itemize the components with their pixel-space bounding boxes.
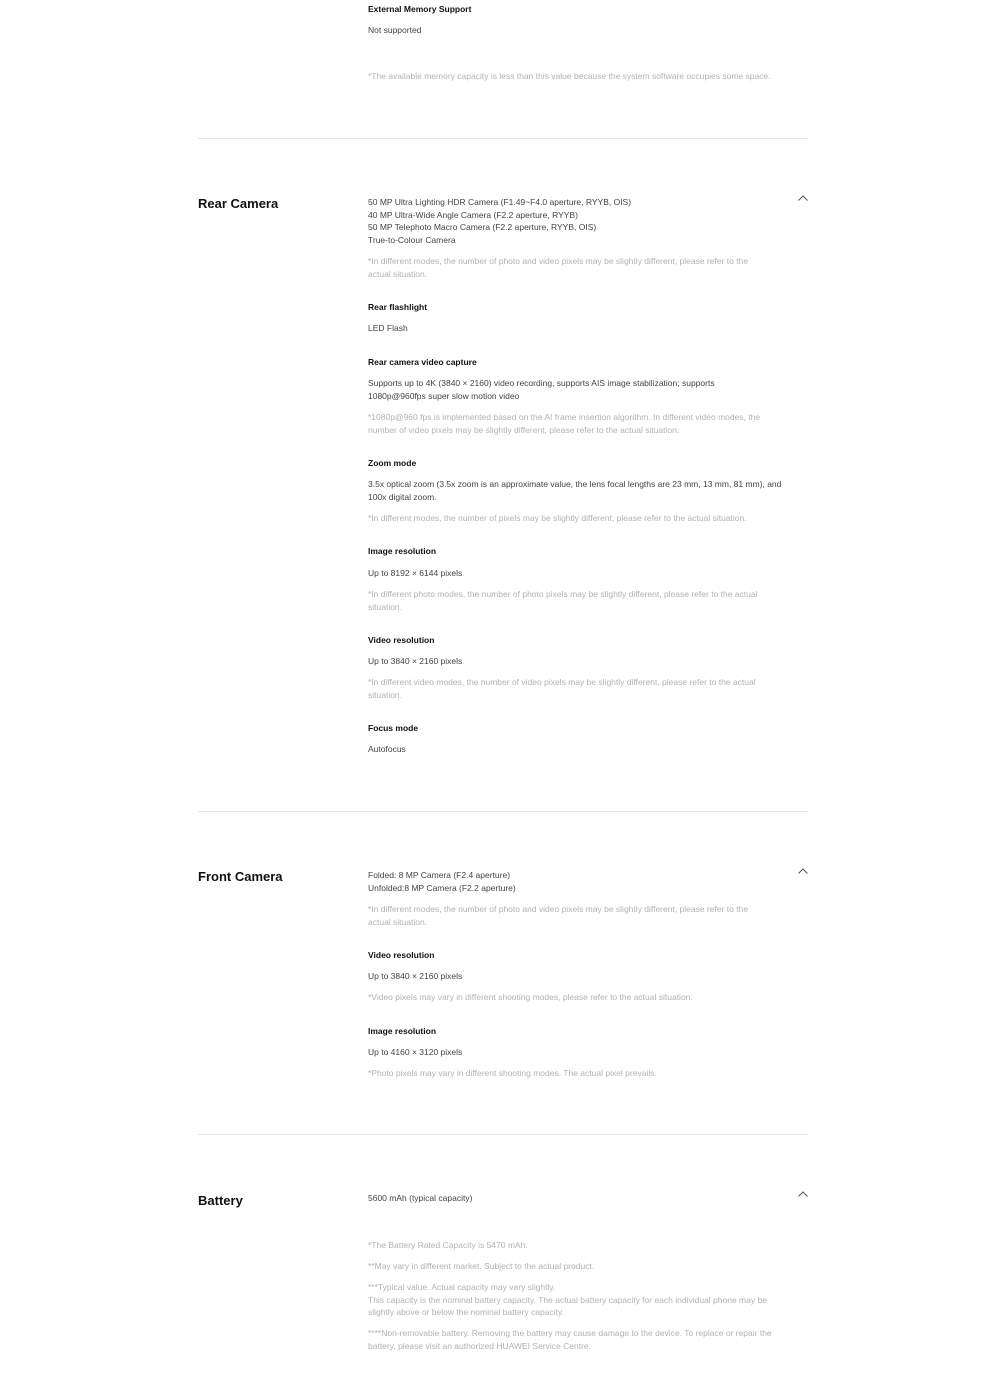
battery-note: **May vary in different market. Subject to the actual product. [368, 1261, 595, 1271]
rear-flashlight-value: LED Flash [368, 323, 408, 333]
focus-mode-value: Autofocus [368, 744, 406, 754]
rear-camera-spec: True-to-Colour Camera [368, 235, 456, 246]
front-video-resolution-note: *Video pixels may vary in different shooting modes, please refer to the actual situation. [368, 992, 693, 1002]
zoom-mode-value [368, 478, 788, 503]
value-line: Supports up to 4K (3840 × 2160) video recording, supports AIS image stabilization; supports [368, 378, 715, 388]
note-line: ***Typical value. Actual capacity may vary slightly. [368, 1282, 556, 1292]
note-line: *In different video modes, the number of video pixels may be slightly different, please refer to the actual [368, 677, 756, 687]
rear-camera-spec: 50 MP Ultra Lighting HDR Camera (F1.49~F4.0 aperture, RYYB, OIS) [368, 197, 632, 207]
rear-video-resolution-label: Video resolution [368, 635, 435, 645]
front-image-resolution-value: Up to 4160 × 3120 pixels [368, 1047, 463, 1057]
front-camera-spec: Folded: 8 MP Camera (F2.4 aperture) [368, 870, 511, 880]
battery-note [368, 1327, 788, 1352]
note-line: actual situation. [368, 916, 428, 927]
section-divider [198, 138, 808, 139]
chevron-up-icon[interactable] [797, 194, 809, 202]
rear-image-resolution-value: Up to 8192 × 6144 pixels [368, 568, 463, 578]
external-memory-value: Not supported [368, 25, 422, 35]
note-line: number of video pixels may be slightly different, please refer to the actual situation. [368, 424, 680, 435]
note-line: *In different photo modes, the number of photo pixels may be slightly different, please refer to the actual [368, 589, 758, 599]
zoom-mode-note: *In different modes, the number of pixels may be slightly different, please refer to the actual situation. [368, 513, 747, 523]
section-title-battery: Battery [198, 1193, 243, 1208]
front-video-resolution-value: Up to 3840 × 2160 pixels [368, 971, 463, 981]
note-line: battery, please visit an authorized HUAWEI Service Centre. [368, 1340, 591, 1351]
value-line: 100x digital zoom. [368, 491, 437, 502]
note-line: This capacity is the nominal battery capacity. The actual battery capacity for each individual phone may be [368, 1294, 767, 1305]
value-line: 1080p@960fps super slow motion video [368, 390, 520, 401]
rear-image-resolution-label: Image resolution [368, 546, 437, 556]
rear-camera-spec: 50 MP Telephoto Macro Camera (F2.2 aperture, RYYB, OIS) [368, 222, 597, 233]
chevron-up-icon[interactable] [797, 867, 809, 875]
front-image-resolution-label: Image resolution [368, 1026, 437, 1036]
memory-note: *The available memory capacity is less than this value because the system software occupies some space. [368, 71, 771, 81]
note-line: slightly above or below the nominal battery capacity. [368, 1307, 564, 1317]
focus-mode-label: Focus mode [368, 723, 419, 733]
note-line: *In different modes, the number of photo and video pixels may be slightly different, please refer to the [368, 256, 749, 266]
battery-capacity-value: 5600 mAh (typical capacity) [368, 1193, 473, 1203]
front-camera-spec: Unfolded:8 MP Camera (F2.2 aperture) [368, 882, 516, 893]
section-title-front-camera: Front Camera [198, 869, 283, 884]
rear-video-resolution-value: Up to 3840 × 2160 pixels [368, 656, 463, 666]
chevron-up-icon[interactable] [797, 1190, 809, 1198]
section-divider [198, 1134, 808, 1135]
battery-note [368, 1281, 788, 1319]
note-line: *1080p@960 fps is implemented based on the AI frame insertion algorithm. In different video modes, the [368, 412, 761, 422]
note-line: *In different modes, the number of photo and video pixels may be slightly different, please refer to the [368, 904, 749, 914]
front-image-resolution-note: *Photo pixels may vary in different shooting modes. The actual pixel prevails. [368, 1068, 657, 1078]
front-video-resolution-label: Video resolution [368, 950, 435, 960]
rear-flashlight-label: Rear flashlight [368, 302, 428, 312]
note-line: ****Non-removable battery. Removing the battery may cause damage to the device. To replace or repair the [368, 1328, 772, 1338]
zoom-mode-label: Zoom mode [368, 458, 417, 468]
battery-note: *The Battery Rated Capacity is 5470 mAh. [368, 1240, 528, 1250]
section-title-rear-camera: Rear Camera [198, 196, 279, 211]
value-line: 3.5x optical zoom (3.5x zoom is an approximate value, the lens focal lengths are 23 mm, 13 mm, 81 mm), and [368, 479, 782, 489]
rear-camera-spec-list [368, 196, 788, 247]
section-divider [198, 811, 808, 812]
rear-video-capture-label: Rear camera video capture [368, 357, 477, 367]
rear-camera-note [368, 255, 788, 280]
rear-video-capture-note [368, 411, 788, 436]
front-camera-spec-list [368, 869, 788, 894]
note-line: actual situation. [368, 268, 428, 279]
note-line: situation. [368, 689, 403, 700]
rear-camera-spec: 40 MP Ultra-Wide Angle Camera (F2.2 aperture, RYYB) [368, 209, 578, 220]
rear-video-capture-value [368, 377, 788, 402]
rear-video-resolution-note [368, 676, 788, 701]
rear-image-resolution-note [368, 588, 788, 613]
note-line: situation. [368, 601, 403, 612]
external-memory-label: External Memory Support [368, 4, 472, 14]
front-camera-note [368, 903, 788, 928]
